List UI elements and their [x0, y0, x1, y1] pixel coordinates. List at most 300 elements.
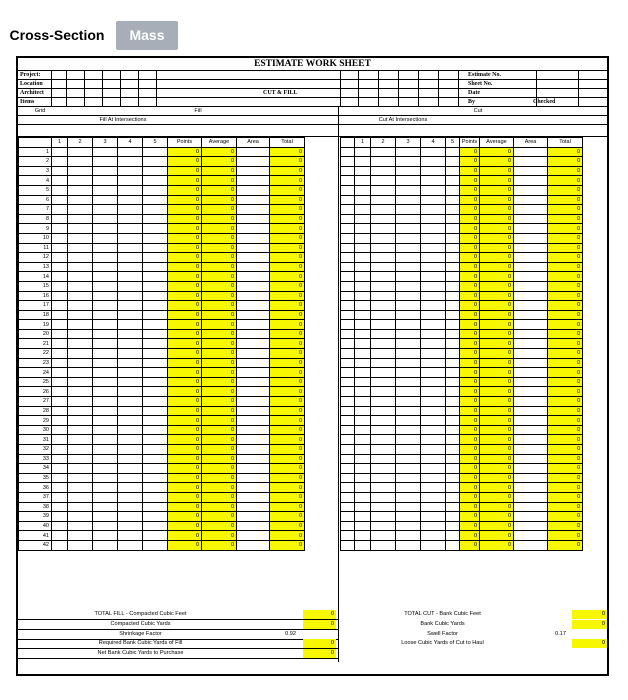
cut-i2-cell[interactable] [371, 147, 396, 157]
fill-i1-cell[interactable] [52, 397, 68, 407]
cut-i1-cell[interactable] [355, 531, 371, 541]
cut-average-cell[interactable]: 0 [480, 540, 514, 550]
fill-i4-cell[interactable] [118, 454, 143, 464]
fill-area-cell[interactable] [237, 272, 270, 282]
fill-i2-cell[interactable] [68, 387, 93, 397]
cut-total-cell[interactable]: 0 [548, 214, 583, 224]
fill-total-cell[interactable]: 0 [270, 185, 305, 195]
cut-i2-cell[interactable] [371, 310, 396, 320]
cut-points-cell[interactable]: 0 [460, 310, 480, 320]
cut-i3-cell[interactable] [396, 205, 421, 215]
fill-i4-cell[interactable] [118, 195, 143, 205]
cut-total-cell[interactable]: 0 [548, 435, 583, 445]
fill-area-cell[interactable] [237, 464, 270, 474]
cut-points-cell[interactable]: 0 [460, 502, 480, 512]
fill-i1-cell[interactable] [52, 454, 68, 464]
fill-total-cell[interactable]: 0 [270, 435, 305, 445]
cut-points-cell[interactable]: 0 [460, 272, 480, 282]
cut-i5-cell[interactable] [446, 387, 460, 397]
cut-i5-cell[interactable] [446, 166, 460, 176]
cut-i4-cell[interactable] [421, 272, 446, 282]
fill-points-cell[interactable]: 0 [168, 233, 202, 243]
cut-i2-cell[interactable] [371, 492, 396, 502]
cut-i2-cell[interactable] [371, 349, 396, 359]
fill-points-cell[interactable]: 0 [168, 397, 202, 407]
cut-i2-cell[interactable] [371, 262, 396, 272]
cut-average-cell[interactable]: 0 [480, 214, 514, 224]
cut-average-cell[interactable]: 0 [480, 320, 514, 330]
fill-points-cell[interactable]: 0 [168, 243, 202, 253]
cut-i5-cell[interactable] [446, 310, 460, 320]
cut-i1-cell[interactable] [355, 349, 371, 359]
fill-area-cell[interactable] [237, 262, 270, 272]
cut-area-cell[interactable] [514, 377, 548, 387]
fill-i4-cell[interactable] [118, 435, 143, 445]
fill-points-cell[interactable]: 0 [168, 224, 202, 234]
cut-i2-cell[interactable] [371, 281, 396, 291]
fill-i3-cell[interactable] [93, 540, 118, 550]
fill-total-cell[interactable]: 0 [270, 147, 305, 157]
cut-i5-cell[interactable] [446, 502, 460, 512]
fill-i1-cell[interactable] [52, 224, 68, 234]
fill-average-cell[interactable]: 0 [202, 310, 237, 320]
fill-i5-cell[interactable] [143, 454, 168, 464]
cut-i5-cell[interactable] [446, 540, 460, 550]
cut-average-cell[interactable]: 0 [480, 262, 514, 272]
cut-i3-cell[interactable] [396, 454, 421, 464]
cut-i5-cell[interactable] [446, 377, 460, 387]
fill-area-cell[interactable] [237, 473, 270, 483]
cut-i1-cell[interactable] [355, 166, 371, 176]
cut-i3-cell[interactable] [396, 512, 421, 522]
cut-area-cell[interactable] [514, 281, 548, 291]
fill-area-cell[interactable] [237, 406, 270, 416]
fill-i2-cell[interactable] [68, 166, 93, 176]
cut-i3-cell[interactable] [396, 435, 421, 445]
fill-average-cell[interactable]: 0 [202, 387, 237, 397]
fill-i1-cell[interactable] [52, 157, 68, 167]
cut-total-cell[interactable]: 0 [548, 445, 583, 455]
fill-i4-cell[interactable] [118, 531, 143, 541]
cut-i1-cell[interactable] [355, 502, 371, 512]
cut-average-cell[interactable]: 0 [480, 310, 514, 320]
fill-points-cell[interactable]: 0 [168, 387, 202, 397]
fill-average-cell[interactable]: 0 [202, 397, 237, 407]
fill-i2-cell[interactable] [68, 253, 93, 263]
cut-i5-cell[interactable] [446, 435, 460, 445]
fill-area-cell[interactable] [237, 195, 270, 205]
fill-i2-cell[interactable] [68, 435, 93, 445]
fill-i3-cell[interactable] [93, 368, 118, 378]
cut-summary-total[interactable] [572, 630, 607, 639]
cut-average-cell[interactable]: 0 [480, 454, 514, 464]
fill-i4-cell[interactable] [118, 406, 143, 416]
fill-i2-cell[interactable] [68, 157, 93, 167]
cut-i3-cell[interactable] [396, 492, 421, 502]
fill-points-cell[interactable]: 0 [168, 540, 202, 550]
fill-i5-cell[interactable] [143, 339, 168, 349]
fill-i5-cell[interactable] [143, 358, 168, 368]
fill-area-cell[interactable] [237, 425, 270, 435]
fill-i2-cell[interactable] [68, 272, 93, 282]
fill-total-cell[interactable]: 0 [270, 272, 305, 282]
fill-i3-cell[interactable] [93, 531, 118, 541]
cut-i2-cell[interactable] [371, 406, 396, 416]
cut-i1-cell[interactable] [355, 281, 371, 291]
fill-i1-cell[interactable] [52, 176, 68, 186]
fill-points-cell[interactable]: 0 [168, 483, 202, 493]
fill-area-cell[interactable] [237, 416, 270, 426]
cut-total-cell[interactable]: 0 [548, 368, 583, 378]
fill-i2-cell[interactable] [68, 349, 93, 359]
cut-i2-cell[interactable] [371, 301, 396, 311]
cut-i5-cell[interactable] [446, 195, 460, 205]
fill-i2-cell[interactable] [68, 445, 93, 455]
fill-i1-cell[interactable] [52, 464, 68, 474]
cut-i2-cell[interactable] [371, 358, 396, 368]
fill-i3-cell[interactable] [93, 320, 118, 330]
fill-average-cell[interactable]: 0 [202, 454, 237, 464]
cut-i2-cell[interactable] [371, 531, 396, 541]
fill-i5-cell[interactable] [143, 377, 168, 387]
fill-i1-cell[interactable] [52, 253, 68, 263]
cut-average-cell[interactable]: 0 [480, 339, 514, 349]
cut-i2-cell[interactable] [371, 483, 396, 493]
fill-i3-cell[interactable] [93, 262, 118, 272]
cut-i4-cell[interactable] [421, 205, 446, 215]
cut-total-cell[interactable]: 0 [548, 185, 583, 195]
cut-i2-cell[interactable] [371, 291, 396, 301]
cut-total-cell[interactable]: 0 [548, 205, 583, 215]
fill-points-cell[interactable]: 0 [168, 281, 202, 291]
cut-i5-cell[interactable] [446, 492, 460, 502]
fill-total-cell[interactable]: 0 [270, 377, 305, 387]
cut-total-cell[interactable]: 0 [548, 416, 583, 426]
cut-i4-cell[interactable] [421, 387, 446, 397]
cut-area-cell[interactable] [514, 272, 548, 282]
fill-i3-cell[interactable] [93, 445, 118, 455]
cut-i1-cell[interactable] [355, 253, 371, 263]
cut-i2-cell[interactable] [371, 320, 396, 330]
cut-total-cell[interactable]: 0 [548, 454, 583, 464]
fill-i4-cell[interactable] [118, 272, 143, 282]
cut-i2-cell[interactable] [371, 512, 396, 522]
fill-i1-cell[interactable] [52, 320, 68, 330]
cut-i3-cell[interactable] [396, 253, 421, 263]
cut-i5-cell[interactable] [446, 339, 460, 349]
fill-i5-cell[interactable] [143, 291, 168, 301]
fill-i1-cell[interactable] [52, 358, 68, 368]
fill-points-cell[interactable]: 0 [168, 349, 202, 359]
cut-points-cell[interactable]: 0 [460, 387, 480, 397]
cut-total-cell[interactable]: 0 [548, 483, 583, 493]
fill-average-cell[interactable]: 0 [202, 339, 237, 349]
cut-i1-cell[interactable] [355, 320, 371, 330]
fill-area-cell[interactable] [237, 358, 270, 368]
fill-average-cell[interactable]: 0 [202, 502, 237, 512]
fill-i3-cell[interactable] [93, 521, 118, 531]
fill-i4-cell[interactable] [118, 397, 143, 407]
cut-i2-cell[interactable] [371, 185, 396, 195]
fill-i1-cell[interactable] [52, 473, 68, 483]
cut-points-cell[interactable]: 0 [460, 157, 480, 167]
fill-i1-cell[interactable] [52, 339, 68, 349]
cut-total-cell[interactable]: 0 [548, 397, 583, 407]
fill-i4-cell[interactable] [118, 185, 143, 195]
fill-i3-cell[interactable] [93, 243, 118, 253]
cut-area-cell[interactable] [514, 262, 548, 272]
fill-points-cell[interactable]: 0 [168, 176, 202, 186]
cut-points-cell[interactable]: 0 [460, 185, 480, 195]
fill-total-cell[interactable]: 0 [270, 483, 305, 493]
fill-area-cell[interactable] [237, 512, 270, 522]
fill-average-cell[interactable]: 0 [202, 445, 237, 455]
fill-i1-cell[interactable] [52, 310, 68, 320]
cut-i2-cell[interactable] [371, 176, 396, 186]
fill-total-cell[interactable]: 0 [270, 406, 305, 416]
fill-points-cell[interactable]: 0 [168, 147, 202, 157]
fill-i4-cell[interactable] [118, 301, 143, 311]
cut-summary-area[interactable] [533, 620, 568, 629]
cut-i1-cell[interactable] [355, 147, 371, 157]
cut-total-cell[interactable]: 0 [548, 329, 583, 339]
cut-i4-cell[interactable] [421, 291, 446, 301]
cut-i3-cell[interactable] [396, 445, 421, 455]
fill-i2-cell[interactable] [68, 464, 93, 474]
fill-i5-cell[interactable] [143, 176, 168, 186]
fill-area-cell[interactable] [237, 454, 270, 464]
cut-average-cell[interactable]: 0 [480, 233, 514, 243]
cut-average-cell[interactable]: 0 [480, 397, 514, 407]
fill-area-cell[interactable] [237, 253, 270, 263]
fill-total-cell[interactable]: 0 [270, 368, 305, 378]
cut-i4-cell[interactable] [421, 243, 446, 253]
cut-i5-cell[interactable] [446, 243, 460, 253]
cut-i4-cell[interactable] [421, 281, 446, 291]
fill-total-cell[interactable]: 0 [270, 473, 305, 483]
cut-points-cell[interactable]: 0 [460, 195, 480, 205]
fill-total-cell[interactable]: 0 [270, 425, 305, 435]
fill-i5-cell[interactable] [143, 445, 168, 455]
cut-area-cell[interactable] [514, 147, 548, 157]
cut-i1-cell[interactable] [355, 406, 371, 416]
fill-i2-cell[interactable] [68, 339, 93, 349]
cut-i1-cell[interactable] [355, 185, 371, 195]
cut-i5-cell[interactable] [446, 176, 460, 186]
cut-average-cell[interactable]: 0 [480, 329, 514, 339]
cut-i2-cell[interactable] [371, 272, 396, 282]
cut-i2-cell[interactable] [371, 329, 396, 339]
cut-area-cell[interactable] [514, 166, 548, 176]
cut-total-cell[interactable]: 0 [548, 301, 583, 311]
cut-average-cell[interactable]: 0 [480, 185, 514, 195]
cut-average-cell[interactable]: 0 [480, 464, 514, 474]
cut-i3-cell[interactable] [396, 310, 421, 320]
cut-i3-cell[interactable] [396, 233, 421, 243]
cut-i4-cell[interactable] [421, 320, 446, 330]
fill-i4-cell[interactable] [118, 387, 143, 397]
fill-i1-cell[interactable] [52, 435, 68, 445]
fill-i3-cell[interactable] [93, 176, 118, 186]
fill-i3-cell[interactable] [93, 435, 118, 445]
fill-i1-cell[interactable] [52, 492, 68, 502]
fill-i4-cell[interactable] [118, 310, 143, 320]
fill-i1-cell[interactable] [52, 262, 68, 272]
fill-area-cell[interactable] [237, 281, 270, 291]
fill-i3-cell[interactable] [93, 195, 118, 205]
cut-i5-cell[interactable] [446, 157, 460, 167]
cut-total-cell[interactable]: 0 [548, 531, 583, 541]
fill-points-cell[interactable]: 0 [168, 445, 202, 455]
cut-i2-cell[interactable] [371, 195, 396, 205]
fill-i5-cell[interactable] [143, 262, 168, 272]
fill-i2-cell[interactable] [68, 531, 93, 541]
fill-total-cell[interactable]: 0 [270, 512, 305, 522]
cut-i3-cell[interactable] [396, 147, 421, 157]
fill-total-cell[interactable]: 0 [270, 358, 305, 368]
cut-i1-cell[interactable] [355, 195, 371, 205]
cut-points-cell[interactable]: 0 [460, 349, 480, 359]
fill-total-cell[interactable]: 0 [270, 320, 305, 330]
fill-points-cell[interactable]: 0 [168, 502, 202, 512]
fill-i1-cell[interactable] [52, 521, 68, 531]
cut-area-cell[interactable] [514, 406, 548, 416]
cut-i5-cell[interactable] [446, 349, 460, 359]
fill-i1-cell[interactable] [52, 406, 68, 416]
cut-i4-cell[interactable] [421, 416, 446, 426]
cut-i3-cell[interactable] [396, 339, 421, 349]
fill-i5-cell[interactable] [143, 416, 168, 426]
fill-i4-cell[interactable] [118, 253, 143, 263]
cut-area-cell[interactable] [514, 329, 548, 339]
cut-average-cell[interactable]: 0 [480, 416, 514, 426]
cut-points-cell[interactable]: 0 [460, 512, 480, 522]
fill-average-cell[interactable]: 0 [202, 349, 237, 359]
cut-i1-cell[interactable] [355, 416, 371, 426]
fill-i4-cell[interactable] [118, 521, 143, 531]
fill-i3-cell[interactable] [93, 147, 118, 157]
fill-average-cell[interactable]: 0 [202, 320, 237, 330]
cut-i2-cell[interactable] [371, 416, 396, 426]
fill-total-cell[interactable]: 0 [270, 339, 305, 349]
fill-i1-cell[interactable] [52, 349, 68, 359]
fill-i5-cell[interactable] [143, 243, 168, 253]
cut-area-cell[interactable] [514, 205, 548, 215]
fill-i1-cell[interactable] [52, 483, 68, 493]
cut-total-cell[interactable]: 0 [548, 253, 583, 263]
cut-points-cell[interactable]: 0 [460, 377, 480, 387]
cut-i4-cell[interactable] [421, 502, 446, 512]
cut-i4-cell[interactable] [421, 368, 446, 378]
cut-i5-cell[interactable] [446, 233, 460, 243]
cut-summary-area[interactable]: 0.17 [555, 630, 566, 637]
fill-area-cell[interactable] [237, 377, 270, 387]
cut-points-cell[interactable]: 0 [460, 483, 480, 493]
fill-i5-cell[interactable] [143, 166, 168, 176]
fill-area-cell[interactable] [237, 368, 270, 378]
cut-i3-cell[interactable] [396, 464, 421, 474]
fill-average-cell[interactable]: 0 [202, 195, 237, 205]
cut-total-cell[interactable]: 0 [548, 406, 583, 416]
fill-average-cell[interactable]: 0 [202, 233, 237, 243]
fill-i1-cell[interactable] [52, 281, 68, 291]
fill-i4-cell[interactable] [118, 243, 143, 253]
fill-i5-cell[interactable] [143, 272, 168, 282]
fill-i2-cell[interactable] [68, 310, 93, 320]
cut-i5-cell[interactable] [446, 329, 460, 339]
fill-average-cell[interactable]: 0 [202, 176, 237, 186]
cut-points-cell[interactable]: 0 [460, 445, 480, 455]
fill-total-cell[interactable]: 0 [270, 195, 305, 205]
fill-area-cell[interactable] [237, 387, 270, 397]
cut-total-cell[interactable]: 0 [548, 147, 583, 157]
cut-points-cell[interactable]: 0 [460, 339, 480, 349]
fill-average-cell[interactable]: 0 [202, 425, 237, 435]
fill-i1-cell[interactable] [52, 329, 68, 339]
fill-i5-cell[interactable] [143, 464, 168, 474]
fill-i2-cell[interactable] [68, 320, 93, 330]
fill-total-cell[interactable]: 0 [270, 531, 305, 541]
fill-average-cell[interactable]: 0 [202, 291, 237, 301]
fill-i2-cell[interactable] [68, 406, 93, 416]
fill-i4-cell[interactable] [118, 320, 143, 330]
fill-i2-cell[interactable] [68, 195, 93, 205]
cut-total-cell[interactable]: 0 [548, 320, 583, 330]
fill-i2-cell[interactable] [68, 262, 93, 272]
cut-i3-cell[interactable] [396, 243, 421, 253]
cut-i3-cell[interactable] [396, 540, 421, 550]
fill-i5-cell[interactable] [143, 502, 168, 512]
fill-average-cell[interactable]: 0 [202, 464, 237, 474]
cut-i3-cell[interactable] [396, 531, 421, 541]
cut-i3-cell[interactable] [396, 377, 421, 387]
fill-total-cell[interactable]: 0 [270, 387, 305, 397]
cut-i1-cell[interactable] [355, 310, 371, 320]
fill-total-cell[interactable]: 0 [270, 166, 305, 176]
fill-i2-cell[interactable] [68, 521, 93, 531]
cut-total-cell[interactable]: 0 [548, 224, 583, 234]
fill-summary-total[interactable]: 0 [303, 639, 336, 648]
cut-area-cell[interactable] [514, 320, 548, 330]
fill-average-cell[interactable]: 0 [202, 243, 237, 253]
cut-i5-cell[interactable] [446, 262, 460, 272]
cut-area-cell[interactable] [514, 243, 548, 253]
fill-total-cell[interactable]: 0 [270, 492, 305, 502]
cut-i4-cell[interactable] [421, 521, 446, 531]
cut-i1-cell[interactable] [355, 176, 371, 186]
cut-i2-cell[interactable] [371, 205, 396, 215]
fill-i3-cell[interactable] [93, 425, 118, 435]
fill-i4-cell[interactable] [118, 512, 143, 522]
fill-total-cell[interactable]: 0 [270, 454, 305, 464]
cut-points-cell[interactable]: 0 [460, 147, 480, 157]
fill-i3-cell[interactable] [93, 233, 118, 243]
fill-i3-cell[interactable] [93, 454, 118, 464]
fill-i5-cell[interactable] [143, 233, 168, 243]
fill-i4-cell[interactable] [118, 147, 143, 157]
cut-i5-cell[interactable] [446, 253, 460, 263]
cut-i3-cell[interactable] [396, 406, 421, 416]
cut-i1-cell[interactable] [355, 521, 371, 531]
cut-i5-cell[interactable] [446, 224, 460, 234]
cut-i1-cell[interactable] [355, 473, 371, 483]
fill-i5-cell[interactable] [143, 492, 168, 502]
fill-points-cell[interactable]: 0 [168, 253, 202, 263]
fill-i5-cell[interactable] [143, 224, 168, 234]
fill-i4-cell[interactable] [118, 349, 143, 359]
fill-i2-cell[interactable] [68, 301, 93, 311]
fill-total-cell[interactable]: 0 [270, 243, 305, 253]
